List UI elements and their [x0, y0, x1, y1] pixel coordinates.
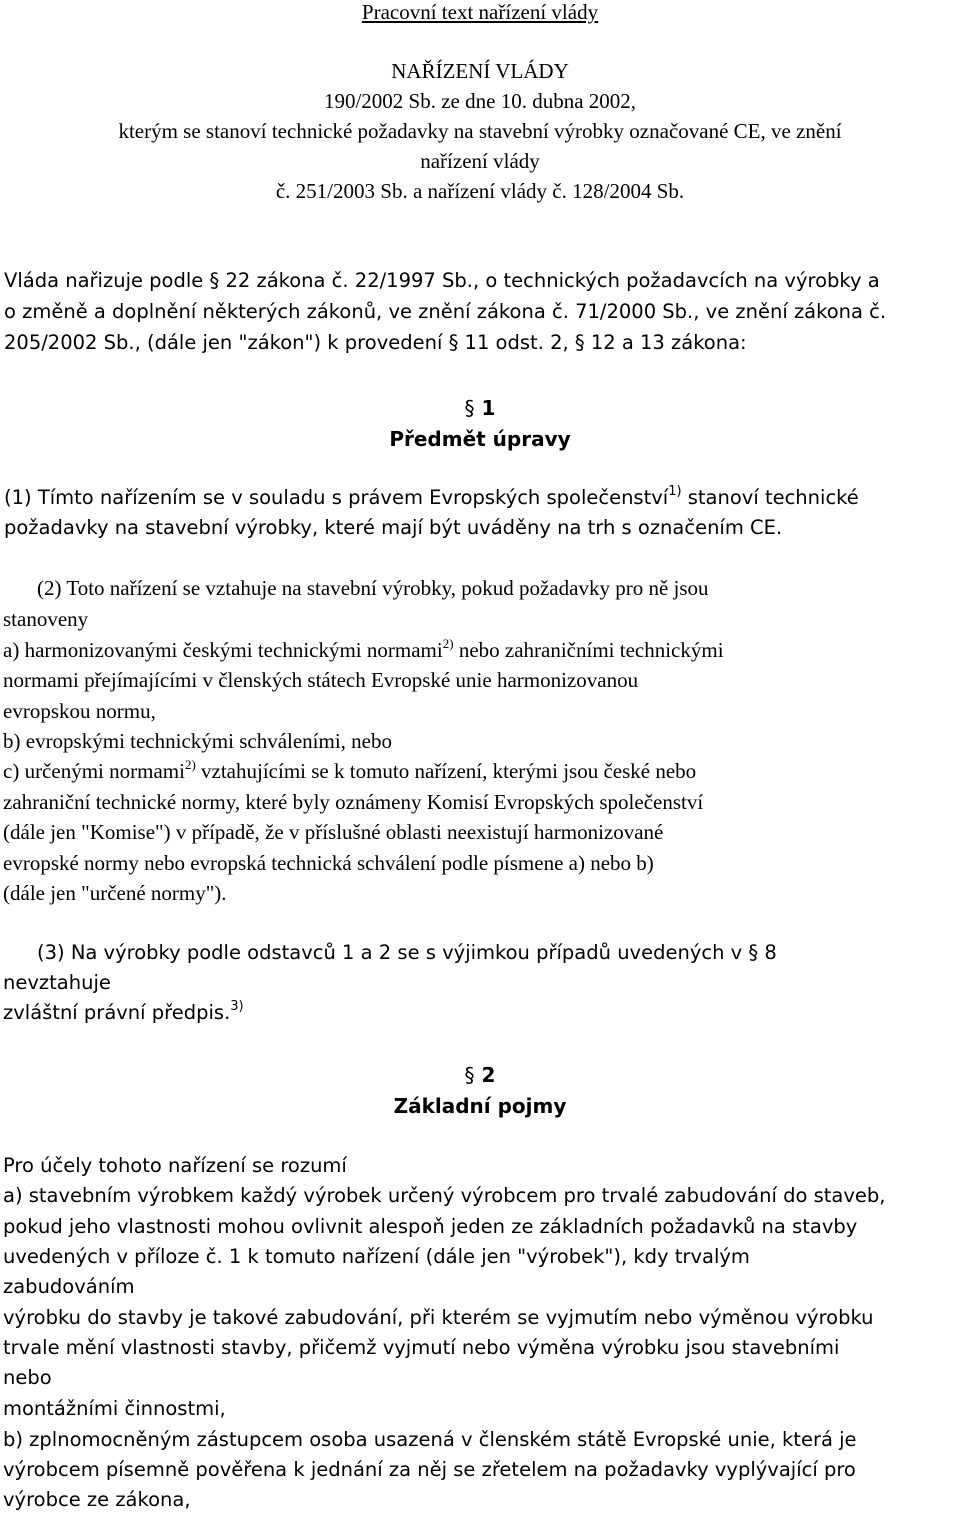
paragraph-text: (3) Na výrobky podle odstavců 1 a 2 se s výjimkou případů uvedených v — [37, 941, 743, 964]
preamble-text: 12 a 13 zákona: — [590, 331, 747, 354]
section-2-number — [0, 1060, 960, 1090]
paragraph-line: požadavky na stavební výrobky, které mají být uváděny na trh s označením CE. — [4, 516, 783, 539]
paragraph-line: výrobcem písemně pověřena k jednání za něj se zřetelem na požadavky vyplývající pro — [3, 1458, 856, 1481]
paragraph-text: zvláštní právní předpis. — [3, 1001, 231, 1024]
footnote-ref[interactable]: 2) — [184, 757, 196, 772]
preamble-line: o změně a doplnění některých zákonů, ve znění zákona č. 71/2000 Sb., ve znění zákona č. — [4, 300, 887, 323]
preamble-line — [4, 266, 880, 296]
paragraph-line: b) evropskými technickými schváleními, nebo — [3, 729, 392, 753]
footnote-ref[interactable]: 2) — [442, 636, 454, 651]
paragraph-line: výrobce ze zákona, — [3, 1488, 191, 1511]
section-1-number — [0, 393, 960, 423]
paragraph-line: evropskou normu, — [3, 699, 156, 723]
paragraph-line: (dále jen "Komise") v případě, že v příslušné oblasti neexistují harmonizované — [3, 820, 664, 844]
paragraph-line: zahraniční technické normy, které byly oznámeny Komisí Evropských společenství — [3, 790, 704, 814]
section-number: 1 — [481, 396, 496, 420]
paragraph-line — [3, 635, 724, 668]
paragraph-text: vztahujícími se k tomuto nařízení, kterými jsou české nebo — [195, 759, 697, 783]
paragraph-text: (1) Tímto nařízením se v souladu s právem Evropských společenství — [4, 486, 669, 509]
preamble-text: Vláda nařizuje podle — [4, 269, 204, 292]
paragraph-line: zabudováním — [3, 1275, 135, 1298]
section-1-title: Předmět úpravy — [389, 427, 571, 451]
paragraph-line: pokud jeho vlastnosti mohou ovlivnit alespoň jeden ze základních požadavků na stavby — [3, 1215, 858, 1238]
section-2-title: Základní pojmy — [393, 1094, 567, 1118]
paragraph-line — [37, 938, 777, 968]
document-number-date: 190/2002 Sb. ze dne 10. dubna 2002, — [323, 89, 637, 113]
section-symbol: § — [464, 396, 475, 420]
document-subject-line: kterým se stanoví technické požadavky na stavební výrobky označované CE, ve znění — [118, 119, 842, 143]
paragraph-text: a) harmonizovanými českými technickými normami — [3, 638, 443, 662]
preamble-line — [4, 328, 747, 358]
paragraph-line — [3, 998, 244, 1031]
paragraph-line: a) stavebním výrobkem každý výrobek určený výrobcem pro trvalé zabudování do staveb, — [3, 1184, 886, 1207]
document-subject-line: č. 251/2003 Sb. a nařízení vlády č. 128/2004 Sb. — [275, 179, 685, 203]
paragraph-line: uvedených v příloze č. 1 k tomuto nařízení (dále jen "výrobek"), kdy trvalým — [3, 1245, 750, 1268]
section-symbol: § — [464, 1063, 475, 1087]
footnote-ref[interactable]: 1) — [668, 484, 682, 499]
section-symbol: § — [748, 941, 759, 964]
paragraph-line: trvale mění vlastnosti stavby, přičemž vyjmutí nebo výměna výrobku jsou stavebními — [3, 1336, 840, 1359]
paragraph-line: b) zplnomocněným zástupcem osoba usazená v členském státě Evropské unie, která je — [3, 1428, 857, 1451]
paragraph-line: Pro účely tohoto nařízení se rozumí — [3, 1154, 347, 1177]
paragraph-line: nebo — [3, 1366, 52, 1389]
document-type: NAŘÍZENÍ VLÁDY — [391, 59, 569, 83]
section-symbol: § — [209, 269, 220, 292]
working-text-link[interactable]: Pracovní text nařízení vlády — [361, 0, 599, 24]
paragraph-line: výrobku do stavby je takové zabudování, při kterém se vyjmutím nebo výměnou výrobku — [3, 1306, 874, 1329]
paragraph-line: normami přejímajícími v členských státech Evropské unie harmonizovanou — [3, 668, 639, 692]
section-symbol: § — [448, 331, 459, 354]
paragraph-text: stanoví technické — [681, 486, 859, 509]
paragraph-text: nebo zahraničními technickými — [453, 638, 724, 662]
paragraph-text: 8 — [764, 941, 777, 964]
paragraph-line: stanoveny — [3, 607, 89, 631]
section-number: 2 — [481, 1063, 496, 1087]
paragraph-line: nevztahuje — [3, 971, 111, 994]
paragraph-text: c) určenými normami — [3, 759, 185, 783]
preamble-text: 22 zákona č. 22/1997 Sb., o technických požadavcích na výrobky a — [225, 269, 880, 292]
preamble-text: 11 odst. 2, — [464, 331, 569, 354]
paragraph-line — [4, 483, 859, 516]
paragraph-line: evropské normy nebo evropská technická schválení podle písmene a) nebo b) — [3, 851, 654, 875]
paragraph-line: (2) Toto nařízení se vztahuje na stavební výrobky, pokud požadavky pro ně jsou — [37, 576, 709, 600]
paragraph-line: montážními činnostmi, — [3, 1397, 226, 1420]
document-subject-line: nařízení vlády — [420, 149, 540, 173]
footnote-ref[interactable]: 3) — [230, 999, 244, 1014]
preamble-text: 205/2002 Sb., (dále jen "zákon") k provedení — [4, 331, 443, 354]
paragraph-line — [3, 756, 696, 789]
paragraph-line: (dále jen "určené normy"). — [3, 881, 227, 905]
section-symbol: § — [574, 331, 585, 354]
